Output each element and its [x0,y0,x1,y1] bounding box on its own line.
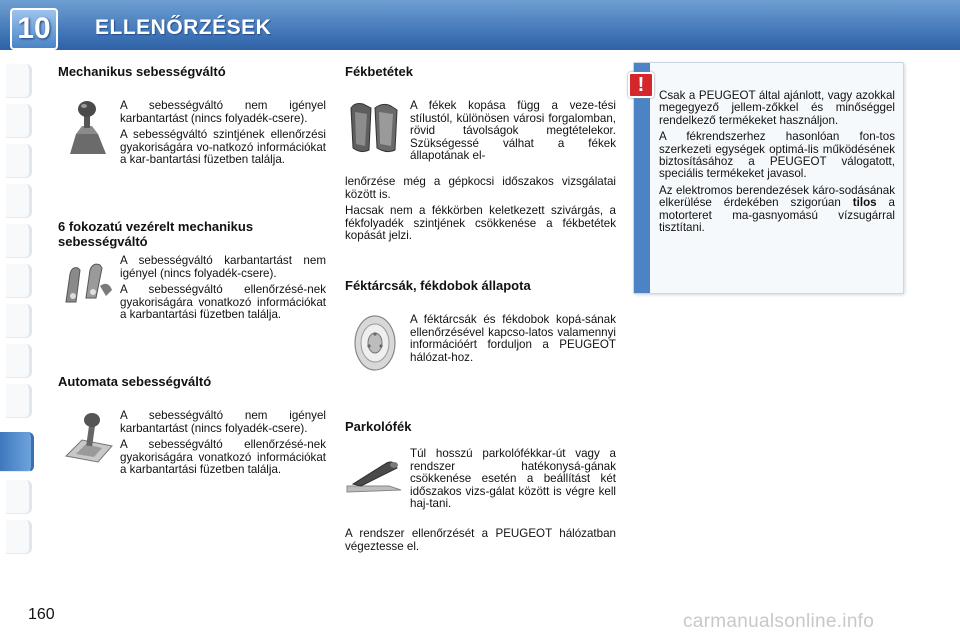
section-title-manual-gearbox: Mechanikus sebességváltó [58,64,226,79]
automatic-gearbox-text [120,410,326,481]
brake-discs-text [410,314,616,368]
section-title-automatic-gearbox: Automata sebességváltó [58,374,212,389]
watermark: carmanualsonline.info [683,611,875,632]
section-title-parking-brake: Parkolófék [345,419,412,434]
brake-disc-icon [350,314,400,377]
side-tab[interactable] [6,184,32,218]
side-tab[interactable] [6,304,32,338]
brake-pads-paragraph-2: Hacsak nem a fékkörben keletkezett szivárgás, a fékfolyadék szintjének csökkenése a fékbetétek kopását jelzi. [345,204,616,243]
brake-pads-text-full [345,176,616,247]
warning-exclamation-icon: ! [628,72,654,98]
warning-paragraph-1: Csak a PEUGEOT által ajánlott, vagy azokkal megegyező jellem-zőkkel és minőséggel rendelkező termékeket használjon. [659,89,895,127]
warning-paragraph-3 [659,185,895,235]
side-tab[interactable] [6,264,32,298]
brake-discs-paragraph: A féktárcsák és fékdobok kopá-sának ellenőrzésével kapcso-latos valamennyi információért forduljon a PEUGEOT hálózat-hoz. [410,313,616,364]
parking-brake-footer-text [345,528,616,557]
section-title-six-speed-gearbox: 6 fokozatú vezérelt mechanikus sebességváltó [58,219,254,249]
brake-pads-text-short [410,100,616,167]
side-tab[interactable] [6,64,32,98]
page-number: 160 [28,606,55,623]
brake-pads-icon [347,100,401,161]
parking-brake-footer: A rendszer ellenőrzését a PEUGEOT hálózatban végeztesse el. [345,527,616,553]
parking-brake-icon [345,456,403,499]
side-tab-active[interactable] [0,432,34,472]
brake-pads-paragraph-1-cont: lenőrzése még a gépkocsi időszakos vizsgálatai között is. [345,175,616,201]
warning-paragraph-3-bold: tilos [852,196,877,210]
automatic-selector-icon [62,410,116,471]
parking-brake-paragraph: Túl hosszú parkolófékkar-út vagy a rendszer hatékonysá-gának csökkenése esetén a beállítást két időszakos vizs-gálat között is végre kell haj-tani. [410,447,616,511]
brake-pads-paragraph-1: A fékek kopása függ a veze-tési stílustól, különösen városi forgalomban, rövid távolságok megtételekor. Szükségessé válhat a fékek állapotának el- [410,99,616,163]
six-speed-gearbox-text [120,255,326,326]
chapter-side-tabs [0,50,34,580]
side-tab[interactable] [6,384,32,418]
automatic-gearbox-paragraph-2: A sebességváltó ellenőrzésé-nek gyakoriságára vonatkozó információkat a karbantartási füzetben találja. [120,438,326,477]
side-tab[interactable] [6,104,32,138]
gear-lever-icon [62,100,112,161]
parking-brake-text [410,448,616,515]
side-tab[interactable] [6,224,32,258]
gear-paddles-icon [60,256,116,313]
manual-gearbox-paragraph-1: A sebességváltó nem igényel karbantartást (nincs folyadék-csere). [120,99,326,125]
manual-gearbox-paragraph-2: A sebességváltó szintjének ellenőrzési gyakoriságára vo-natkozó információkat a kar-bantartási füzetben találja. [120,128,326,167]
side-tab[interactable] [6,144,32,178]
warning-paragraph-3-end: a motorteret ma-gasnyomású vízsugárral tisztítani. [659,196,896,235]
side-tab[interactable] [6,344,32,378]
six-speed-gearbox-paragraph-2: A sebességváltó ellenőrzésé-nek gyakoriságára vonatkozó információkat a karbantartási füzetben találja. [120,283,326,322]
manual-gearbox-text [120,100,326,171]
page-title: ELLENŐRZÉSEK [95,16,272,39]
warning-text [659,90,895,238]
section-title-brake-pads: Fékbetétek [345,64,413,79]
section-title-brake-discs: Féktárcsák, fékdobok állapota [345,278,531,293]
automatic-gearbox-paragraph-1: A sebességváltó nem igényel karbantartást (nincs folyadék-csere). [120,409,326,435]
side-tab[interactable] [6,480,32,514]
six-speed-gearbox-paragraph-1: A sebességváltó karbantartást nem igényel (nincs folyadék-csere). [120,254,326,280]
side-tab[interactable] [6,520,32,554]
warning-paragraph-3-start: Az elektromos berendezések káro-sodásának elkerülése érdekében szigorúan [659,183,895,210]
chapter-number-badge: 10 [10,8,58,50]
warning-paragraph-2: A fékrendszerhez hasonlóan fon-tos szerkezeti egységek optimá-lis működésének biztosításához a PEUGEOT válogatott, speciális termékeket javasol. [659,130,895,181]
